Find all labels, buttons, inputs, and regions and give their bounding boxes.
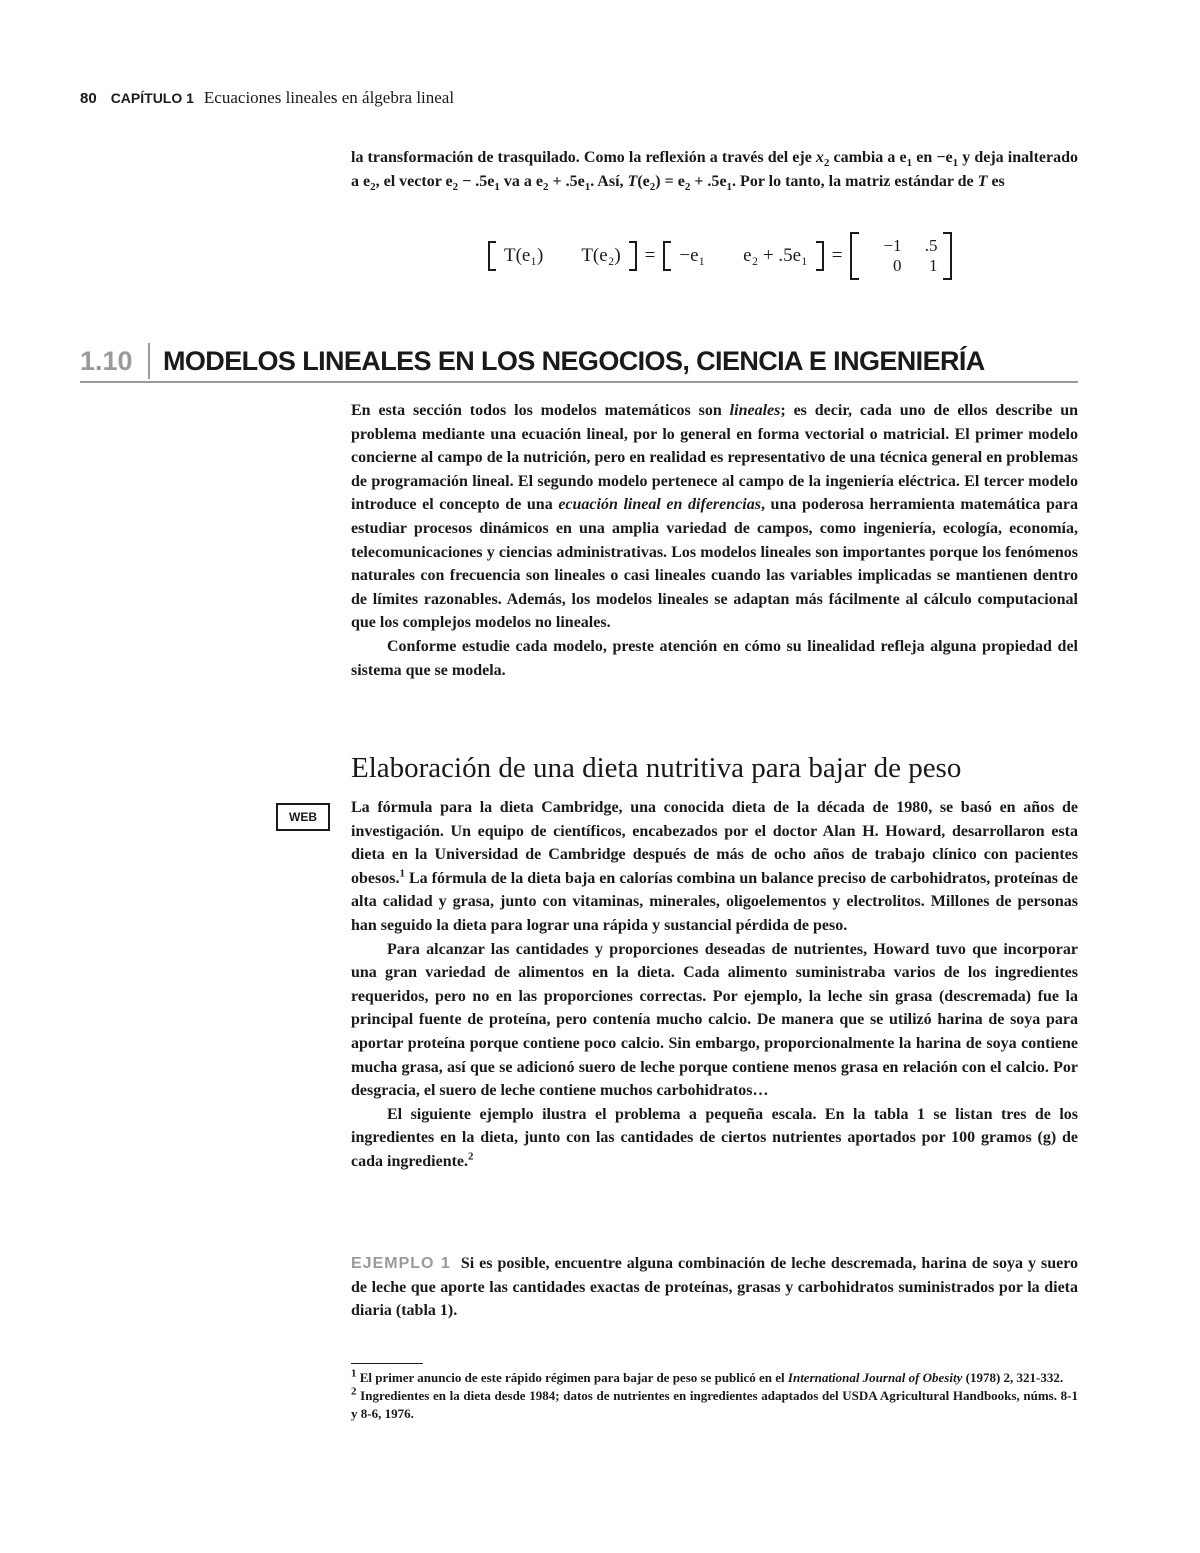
eq-equals-sign: = (644, 245, 656, 266)
intro-text: es (987, 172, 1005, 190)
intro-text: , el vector (375, 172, 446, 190)
section-intro (351, 399, 1078, 682)
intro-text: la transformación de trasquilado. Como la reflexión a través del eje (351, 149, 816, 166)
intro-text: y deja inalterado a (351, 149, 1079, 190)
intro-text: va a (499, 172, 536, 190)
eq-mid-col2: e₂ + .5e₁ (743, 245, 808, 266)
footnote-1 (351, 1369, 1078, 1387)
footnote-ref: 1 (399, 867, 405, 880)
journal-title: International Journal of Obesity (787, 1370, 963, 1385)
running-head (80, 88, 454, 108)
subsection-title: Elaboración de una dieta nutritiva para bajar de peso (351, 752, 962, 784)
eq-lhs-col2: T(e₂) (581, 245, 621, 266)
eq-equals-sign: = (831, 245, 843, 266)
intro-text: + .5 (690, 172, 720, 190)
section-paragraph: Conforme estudie cada modelo, preste atención en cómo su linealidad refleja alguna propiedad del sistema que se modela. (351, 637, 1078, 679)
matrix-entry: 1 (928, 256, 938, 275)
footnotes (351, 1369, 1078, 1423)
example-1 (351, 1252, 1078, 1323)
footnote-text: El primer anuncio de este rápido régimen para bajar de peso se publicó en el (356, 1370, 788, 1385)
body-text: El siguiente ejemplo ilustra el problema a pequeña escala. En la tabla 1 se listan tres de los ingredientes en la dieta, junto con las cantidades de ciertos nutrientes aportados por 100 gramos (g) de cada ingrediente. (351, 1105, 1078, 1170)
intro-math-x: x (815, 149, 824, 166)
example-text: Si es posible, encuentre alguna combinación de leche descremada, harina de soya y suero de leche que aporte las cantidades exactas de proteínas, grasas y carbohidratos suministrados por la dieta diaria (tabla 1). (351, 1255, 1079, 1320)
footnote-number: 2 (351, 1385, 357, 1398)
intro-text: . Por lo tanto, la matriz estándar de (732, 172, 978, 190)
body-text: , una poderosa herramienta matemática para estudiar procesos dinámicos en una amplia variedad de campos, como ingeniería, ecología, economía, telecomunicaciones y ciencias administrativas. Los modelos lineales son importantes porque los fenómenos naturales con frecuencia son lineales o casi lineales cuando las variables implicadas se mantienen dentro de límites razonables. Además, los modelos lineales se adaptan más fácilmente al cálculo computacional que los complejos modelos no lineales. (351, 496, 1079, 632)
intro-text: + .5 (548, 172, 578, 190)
subsection-paragraph (351, 796, 1078, 938)
example-label: EJEMPLO 1 (351, 1255, 451, 1272)
intro-text: . Así, (590, 172, 628, 190)
intro-text: − .5 (458, 172, 488, 190)
body-text: La fórmula de la dieta baja en calorías combina un balance preciso de carbohidratos, proteínas de alta calidad y grasa, junto con vitaminas, minerales, oligoelementos y electrolitos. Millones de personas han seguido la dieta para lograr una rápida y sustancial pérdida de peso. (351, 869, 1078, 934)
standard-matrix-equation (488, 230, 952, 282)
emphasis-text: lineales (729, 402, 781, 419)
footnote-rule (351, 1363, 423, 1364)
standard-matrix (865, 236, 937, 276)
emphasis-text: ecuación lineal en diferencias (558, 496, 761, 514)
intro-math-T: T (627, 172, 638, 190)
footnote-text: (1978) (962, 1370, 1004, 1385)
footnote-text: , 321-332. (1010, 1370, 1064, 1385)
section-number: 1.10 (80, 343, 150, 379)
page-number: 80 (80, 90, 97, 107)
section-title: MODELOS LINEALES EN LOS NEGOCIOS, CIENCIA E INGENIERÍA (163, 346, 985, 376)
body-text: En esta sección todos los modelos matemáticos son (351, 402, 730, 419)
subsection-paragraph (351, 1103, 1078, 1174)
matrix-entry: 0 (892, 256, 902, 275)
footnote-2 (351, 1387, 1078, 1423)
eq-lhs-col1: T(e₁) (504, 245, 544, 266)
matrix-entry: .5 (924, 236, 938, 255)
section-paragraph (351, 399, 1078, 635)
matrix-entry: −1 (883, 236, 902, 255)
intro-math-T: T (977, 172, 988, 190)
intro-paragraph: la transformación de trasquilado. Como la reflexión a través del eje $x_2$ cambia a $e_1$ en $-e_1$ y deja inalterado a $e_2$, el vector $e_2 - .5e_1$ va a $e_2 + .5e_1$. Así, $T(e_2) = e_2 + .5e_1$. Por lo tanto, la matriz estándar de T es (351, 149, 1079, 193)
section-rule (80, 381, 1078, 383)
intro-text: = (660, 172, 678, 190)
body-text: La fórmula para la dieta Cambridge, una conocida dieta de la década de 1980, se basó en años de investigación. Un equipo de científicos, encabezados por el doctor Alan H. Howard, desarrollaron esta dieta en la Universidad de Cambridge después de más de ocho años de trabajo clínico con pacientes obesos. (351, 799, 1078, 887)
footnote-number: 1 (351, 1367, 357, 1380)
intro-text: en − (912, 149, 946, 166)
body-text: ; es decir, cada uno de ellos describe un problema mediante una ecuación lineal, por lo general en forma vectorial o matricial. El primer modelo concierne al campo de la nutrición, pero en realidad es representativo de una técnica general en problemas de programación lineal. El segundo modelo pertenece al campo de la ingeniería eléctrica. El tercer modelo introduce el concepto de una (351, 402, 1078, 514)
chapter-label: CAPÍTULO 1 (110, 90, 194, 106)
chapter-title: Ecuaciones lineales en álgebra lineal (203, 88, 455, 107)
intro-text: cambia a (829, 149, 900, 166)
eq-mid-col1: −e₁ (679, 245, 706, 266)
footnote-ref: 2 (468, 1150, 474, 1163)
footnote-text: Ingredientes en la dieta desde 1984; datos de nutrientes en ingredientes adaptados del USDA Agricultural Handbooks, núms. 8-1 y 8-6, 1976. (351, 1388, 1078, 1421)
journal-volume: 2 (1003, 1370, 1011, 1385)
subsection-body (351, 796, 1078, 1174)
web-badge: WEB (276, 803, 330, 831)
subsection-paragraph: Para alcanzar las cantidades y proporciones deseadas de nutrientes, Howard tuvo que incorporar una gran variedad de alimentos en la dieta. Cada alimento suministraba varios de los ingredientes requeridos, pero no en las proporciones correctas. Por ejemplo, la leche sin grasa (descremada) fue la principal fuente de proteína, pero contenía mucho calcio. De manera que se utilizó harina de soya para aportar proteína porque contiene poco calcio. Sin embargo, proporcionalmente la harina de soya contiene mucha grasa, así que se adicionó suero de leche porque contiene menos grasa en relación con el calcio. Por desgracia, el suero de leche contiene muchos carbohidratos… (351, 940, 1078, 1100)
